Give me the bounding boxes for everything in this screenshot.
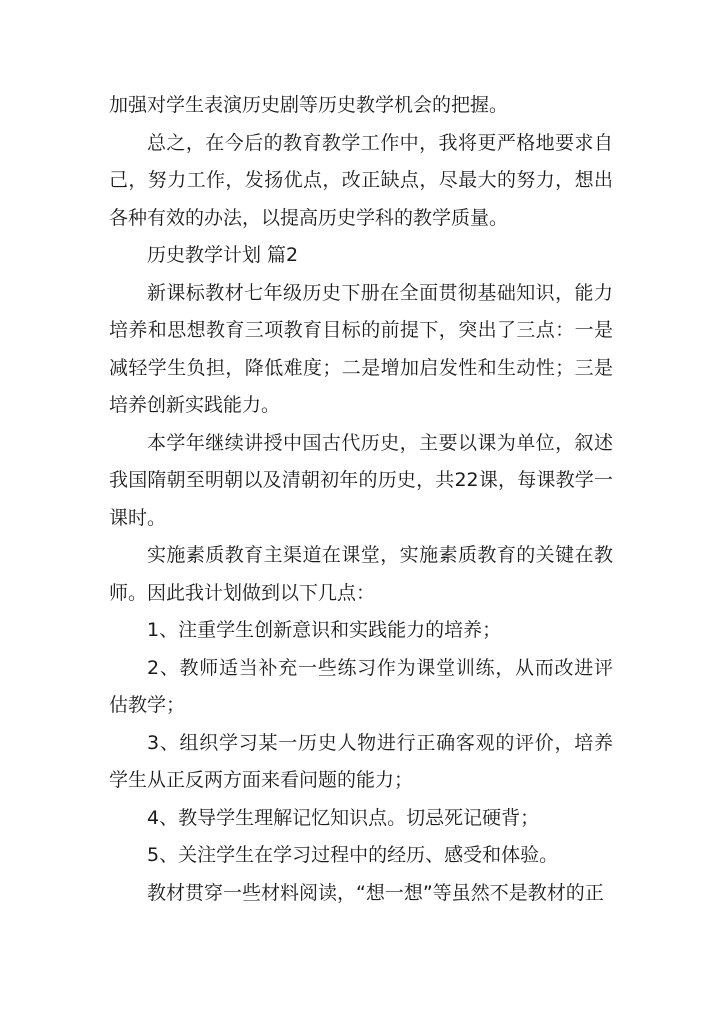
paragraph-plan-intro: 实施素质教育主渠道在课堂，实施素质教育的关键在教师。因此我计划做到以下几点： (109, 544, 613, 604)
section-heading: 历史教学计划 篇2 (147, 244, 299, 266)
list-item-1: 1、注重学生创新意识和实践能力的培养； (147, 619, 502, 641)
list-item-3: 3、组织学习某一历史人物进行正确客观的评价，培养学生从正反两方面来看问题的能力； (109, 731, 613, 791)
paragraph-conclusion: 总之，在今后的教育教学工作中，我将更严格地要求自己，努力工作，发扬优点，改正缺点，尽最大的努力，想出各种有效的办法，以提高历史学科的教学质量。 (109, 131, 613, 229)
document-body (109, 87, 613, 912)
paragraph-continuation: 加强对学生表演历史剧等历史教学机会的把握。 (109, 94, 509, 116)
paragraph-materials: 教材贯穿一些材料阅读，“想一想”等虽然不是教材的正 (147, 881, 604, 904)
paragraph-course-scope: 本学年继续讲授中国古代历史，主要以课为单位，叙述我国隋朝至明朝以及清朝初年的历史，共22课，每课教学一课时。 (109, 431, 613, 529)
list-item-4: 4、教导学生理解记忆知识点。切忌死记硬背； (147, 806, 540, 829)
paragraph-textbook-intro: 新课标教材七年级历史下册在全面贯彻基础知识，能力培养和思想教育三项教育目标的前提下，突出了三点：一是减轻学生负担，降低难度；二是增加启发性和生动性；三是培养创新实践能力。 (109, 281, 613, 416)
list-item-5: 5、关注学生在学习过程中的经历、感受和体验。 (147, 844, 559, 866)
list-item-2: 2、教师适当补充一些练习作为课堂训练，从而改进评估教学； (109, 656, 613, 716)
